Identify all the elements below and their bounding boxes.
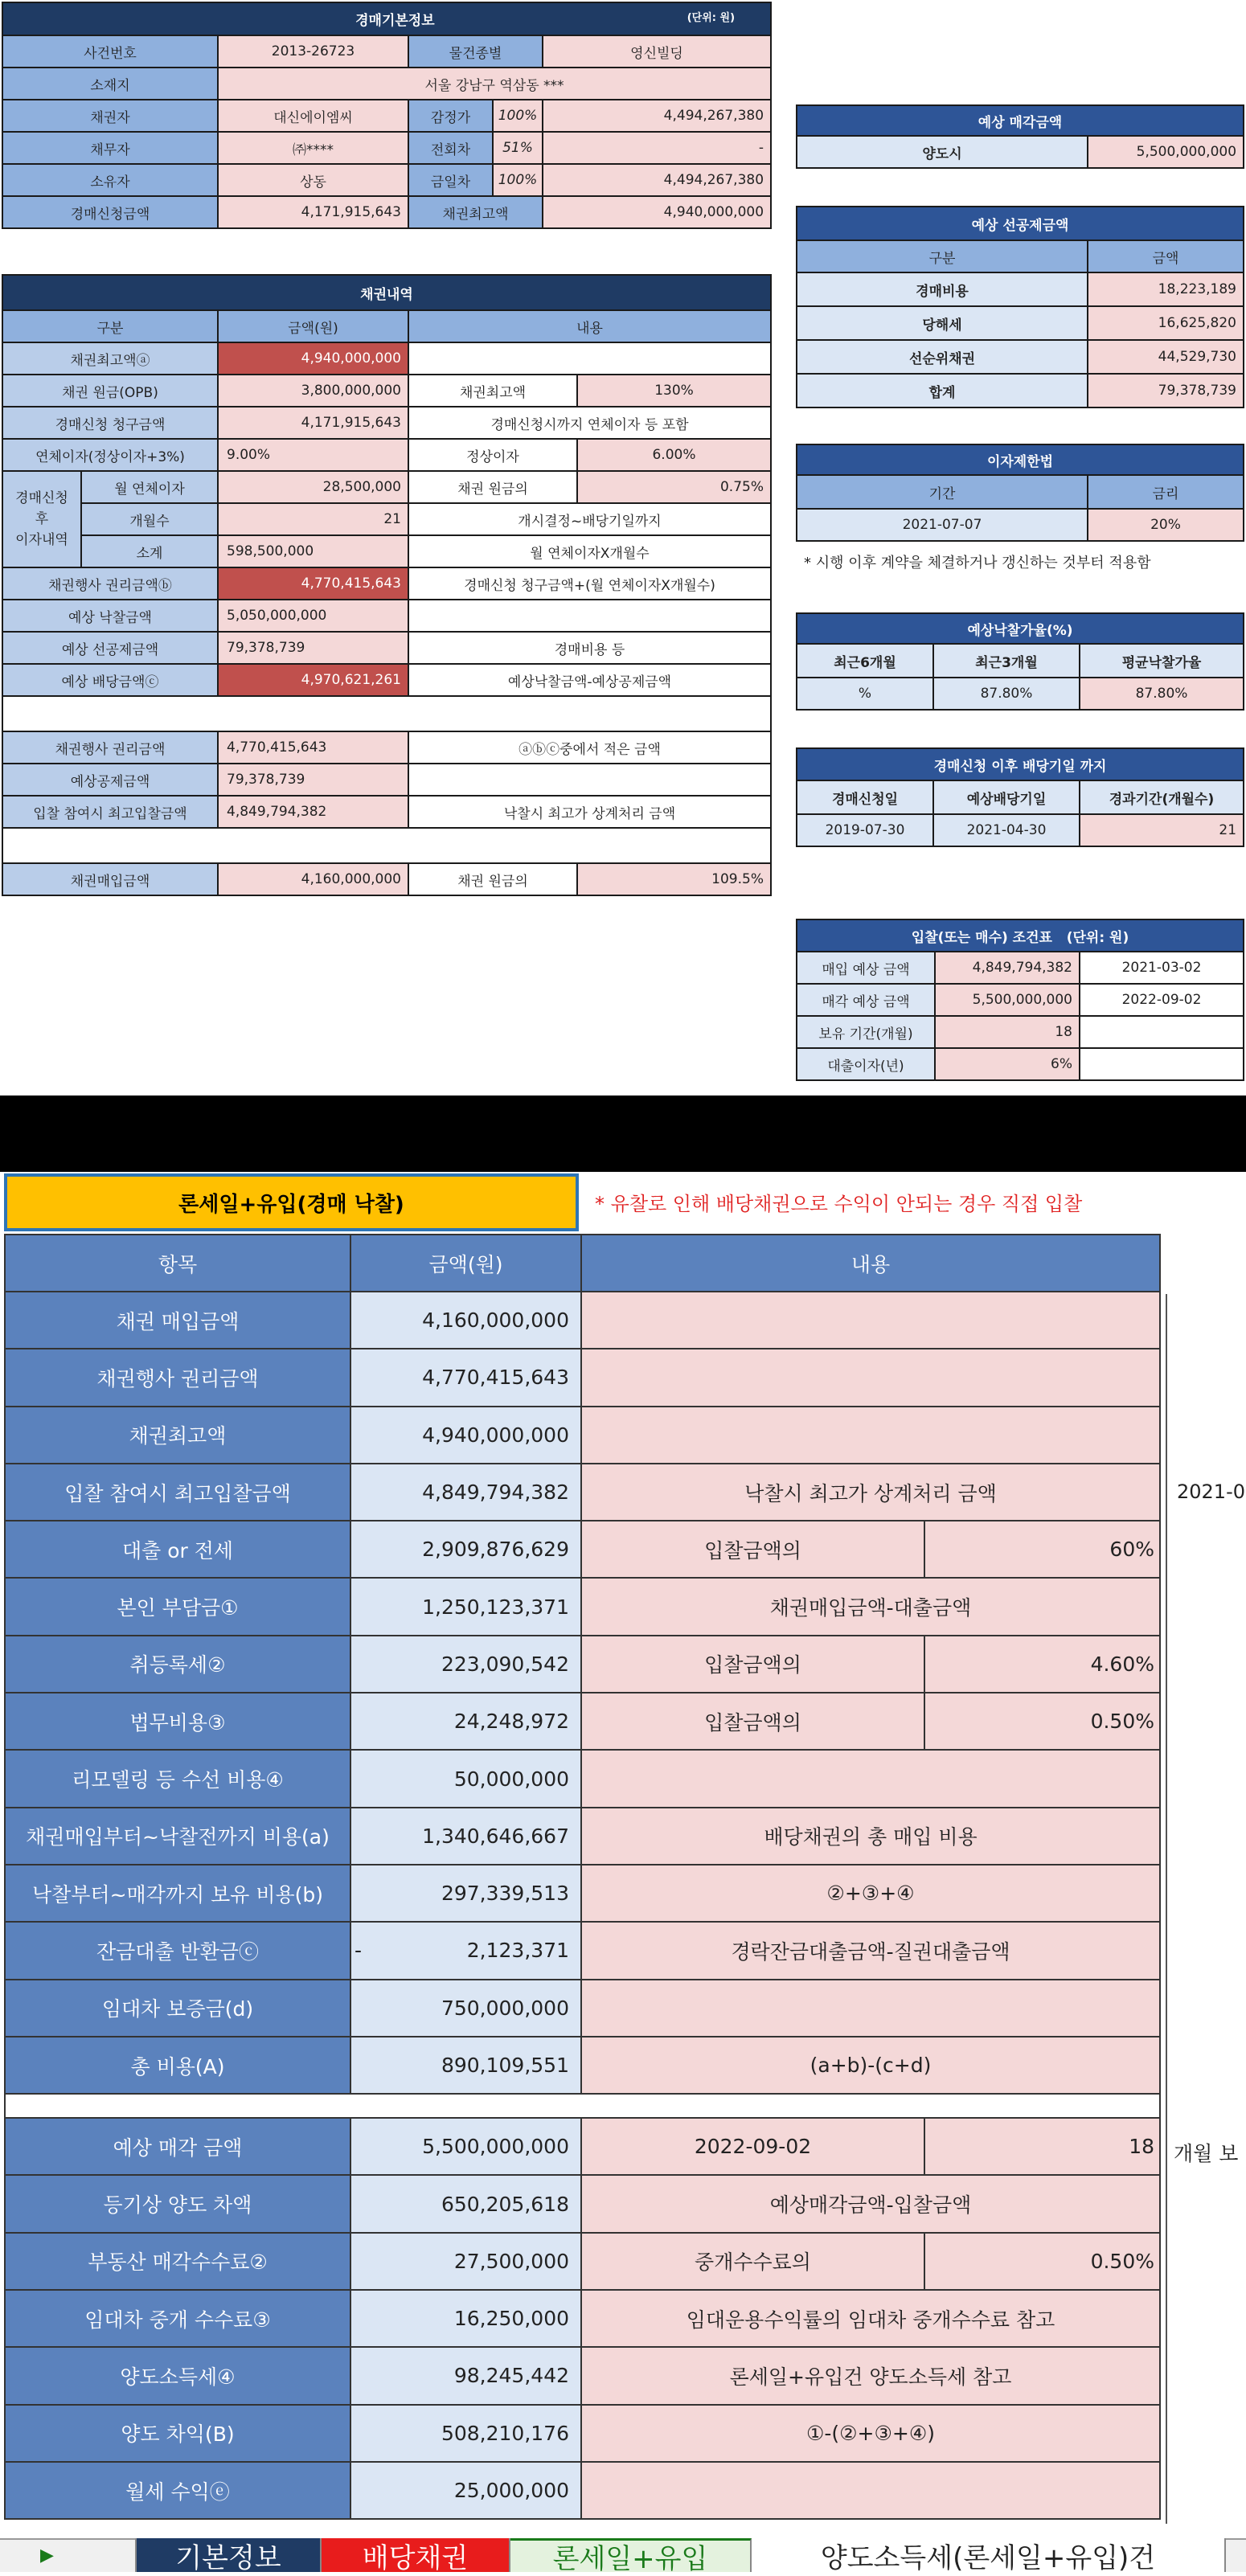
loan-row-amount[interactable] <box>350 2037 581 2094</box>
loan-row-label: 낙찰부터~매각까지 보유 비용(b) <box>5 1865 350 1922</box>
loan-row-label: 입찰 참여시 최고입찰금액 <box>5 1464 350 1521</box>
blank-row <box>5 2094 1160 2118</box>
dividend-label: 예상 배당금액ⓒ <box>2 664 218 696</box>
loan-row-amount[interactable] <box>350 2462 581 2519</box>
loan-row <box>5 2233 1160 2290</box>
loan-row-note: (a+b)-(c+d) <box>581 2037 1160 2094</box>
right-label: 채권행사 권리금액ⓑ <box>2 567 218 600</box>
condition-value[interactable]: 4,849,794,382 <box>935 952 1080 984</box>
amount-text: 5,500,000,000 <box>422 2135 569 2159</box>
current-pct[interactable]: 100% <box>493 164 543 196</box>
loan-row-note: 배당채권의 총 매입 비용 <box>581 1808 1160 1865</box>
condition-label: 매입 예상 금액 <box>797 952 935 984</box>
dividend-period-table <box>796 747 1244 847</box>
loan-row <box>5 2462 1160 2519</box>
loan-row <box>5 2405 1160 2462</box>
loan-row-amount[interactable] <box>350 1922 581 1979</box>
separator-band <box>0 1096 1246 1172</box>
loan-row-label: 법무비용③ <box>5 1693 350 1750</box>
bond-col1: 구분 <box>2 310 218 342</box>
loan-row <box>5 1464 1160 1521</box>
type-label: 물건종별 <box>408 35 543 68</box>
loan-row <box>5 2175 1160 2232</box>
loan-row-label: 임대차 보증금(d) <box>5 1980 350 2037</box>
deduction-row-value[interactable]: 18,223,189 <box>1088 272 1244 306</box>
r5-value[interactable]: 4,160,000,000 <box>218 863 408 895</box>
loan-row-amount[interactable] <box>350 2290 581 2347</box>
interest-limit-period[interactable]: 2021-07-07 <box>797 509 1088 541</box>
bond-row-amount[interactable]: 9.00% <box>218 439 408 471</box>
amount-text: 50,000,000 <box>453 1767 569 1791</box>
amount-text: 4,770,415,643 <box>422 1366 569 1390</box>
deduction-row-label: 경매비용 <box>797 272 1088 306</box>
loan-row-label: 예상 매각 금액 <box>5 2118 350 2175</box>
tab-basic-info[interactable]: 기본정보 <box>137 2538 322 2572</box>
sale-title: 예상 매각금액 <box>797 105 1244 136</box>
bottom-title[interactable]: 론세일+유입(경매 낙찰) <box>4 1173 579 1231</box>
amount-text: 650,205,618 <box>441 2192 569 2216</box>
loan-row-amount[interactable] <box>350 1578 581 1635</box>
dividend-period-col2: 예상배당기일 <box>933 780 1080 814</box>
loan-row-note: 경락잔금대출금액-질권대출금액 <box>581 1922 1160 1979</box>
condition-label: 대출이자(년) <box>797 1048 935 1080</box>
case-no-label: 사건번호 <box>2 35 218 68</box>
deduct-value[interactable]: 79,378,739 <box>218 632 408 664</box>
amount-text: 16,250,000 <box>453 2307 569 2331</box>
bond-row-extra[interactable]: 6.00% <box>577 439 771 471</box>
conditions-table <box>796 919 1244 1081</box>
bond-row-label: 채권최고액ⓐ <box>2 342 218 375</box>
subtotal-note: 월 연체이자X개월수 <box>408 535 771 567</box>
dividend-period-col1: 경매신청일 <box>797 780 933 814</box>
bond-row-note[interactable] <box>408 342 771 375</box>
condition-date[interactable] <box>1080 1016 1244 1048</box>
loan-row-label: 양도소득세④ <box>5 2347 350 2404</box>
amount-text: 25,000,000 <box>453 2479 569 2503</box>
deduction-row-label: 당해세 <box>797 306 1088 340</box>
interest-limit-col2: 금리 <box>1088 475 1244 509</box>
bid-value[interactable]: 5,050,000,000 <box>218 600 408 632</box>
claim-value[interactable]: 4,171,915,643 <box>218 196 408 228</box>
max-claim-label: 채권최고액 <box>408 196 543 228</box>
amount-text: 890,109,551 <box>441 2054 569 2077</box>
r5-pct[interactable]: 109.5% <box>577 863 771 895</box>
dividend-period-v1[interactable]: 2019-07-30 <box>797 814 933 846</box>
bond-row-note: 채권최고액 <box>408 375 577 407</box>
loan-row-note: 론세일+유입건 양도소득세 참고 <box>581 2347 1160 2404</box>
tab-scroll-right-icon[interactable]: ▶ <box>0 2538 137 2572</box>
loan-col3: 내용 <box>581 1235 1160 1292</box>
monthly-label: 월 연체이자 <box>81 471 218 503</box>
creditor-value[interactable]: 대신에이엠씨 <box>218 100 408 132</box>
bond-row-label: 채권 원금(OPB) <box>2 375 218 407</box>
loan-row <box>5 2037 1160 2094</box>
bond-col3: 내용 <box>408 310 771 342</box>
deduct-label: 예상 선공제금액 <box>2 632 218 664</box>
bond-row-label: 경매신청 청구금액 <box>2 407 218 439</box>
loan-row <box>5 1808 1160 1865</box>
dividend-period-v2[interactable]: 2021-04-30 <box>933 814 1080 846</box>
loan-row-note <box>581 1980 1160 2037</box>
loan-row-value[interactable]: 0.50% <box>924 1693 1160 1750</box>
condition-value[interactable]: 5,500,000,000 <box>935 984 1080 1016</box>
auction-info-title: 경매기본정보 (단위: 원) <box>2 2 771 35</box>
r5-label: 채권매입금액 <box>2 863 218 895</box>
blank-row <box>2 696 771 731</box>
loan-col2: 금액(원) <box>350 1235 581 1292</box>
loan-row-note: 임대운용수익률의 임대차 중개수수료 참고 <box>581 2290 1160 2347</box>
loan-row-value[interactable]: 4.60% <box>924 1636 1160 1693</box>
r4-note: 낙찰시 최고가 상계처리 금액 <box>408 796 771 828</box>
debtor-label: 채무자 <box>2 132 218 164</box>
r4-value[interactable]: 4,849,794,382 <box>218 796 408 828</box>
conditions-title: 입찰(또는 매수) 조건표 (단위: 원) <box>797 919 1244 952</box>
amount-text: 508,210,176 <box>441 2421 569 2445</box>
loan-row-value[interactable]: 18 <box>924 2118 1160 2175</box>
loan-row-label: 등기상 양도 차액 <box>5 2175 350 2232</box>
right-value[interactable]: 4,770,415,643 <box>218 567 408 600</box>
appraisal-label: 감정가 <box>408 100 493 132</box>
loan-row-note: 입찰금액의 <box>581 1636 924 1693</box>
owner-label: 소유자 <box>2 164 218 196</box>
blank-row <box>2 828 771 863</box>
months-label: 개월수 <box>81 503 218 535</box>
amount-text: 2,909,876,629 <box>422 1538 569 1562</box>
loan-row-amount[interactable] <box>350 1693 581 1750</box>
loan-row-label: 채권행사 권리금액 <box>5 1349 350 1406</box>
bid-rate-v2[interactable]: 87.80% <box>933 678 1080 710</box>
amount-text: 4,160,000,000 <box>422 1308 569 1333</box>
appraisal-value[interactable]: 4,494,267,380 <box>543 100 771 132</box>
loan-row-note: 낙찰시 최고가 상계처리 금액 <box>581 1464 1160 1521</box>
subtotal-label: 소계 <box>81 535 218 567</box>
loan-row-label: 대출 or 전세 <box>5 1521 350 1578</box>
bottom-note: * 유찰로 인해 배당채권으로 수익이 안되는 경우 직접 입찰 <box>595 1193 1083 1215</box>
bond-title: 채권내역 <box>2 275 771 310</box>
prev-label: 전회차 <box>408 132 493 164</box>
loan-row <box>5 1693 1160 1750</box>
loan-row-note: ①-(②+③+④) <box>581 2405 1160 2462</box>
loan-row-amount[interactable] <box>350 1865 581 1922</box>
bid-rate-col1: 최근6개월 <box>797 644 933 678</box>
loan-row-value[interactable]: 60% <box>924 1521 1160 1578</box>
loan-row-amount[interactable] <box>350 1636 581 1693</box>
amount-text: 24,248,972 <box>453 1710 569 1734</box>
loan-row-note <box>581 1407 1160 1464</box>
bid-note <box>408 600 771 632</box>
loan-row <box>5 1407 1160 1464</box>
bid-rate-col3: 평균낙찰가율 <box>1080 644 1244 678</box>
amount-text: 4,940,000,000 <box>422 1423 569 1447</box>
loan-row-note: 예상매각금액-입찰금액 <box>581 2175 1160 2232</box>
condition-label: 매각 예상 금액 <box>797 984 935 1016</box>
prev-pct[interactable]: 51% <box>493 132 543 164</box>
loan-row-label: 채권최고액 <box>5 1407 350 1464</box>
bid-label: 예상 낙찰금액 <box>2 600 218 632</box>
type-value[interactable]: 영신빌딩 <box>543 35 771 68</box>
r5-note: 채권 원금의 <box>408 863 577 895</box>
loan-row-amount[interactable] <box>350 1464 581 1521</box>
loan-row-note <box>581 1750 1160 1807</box>
amount-text: 27,500,000 <box>453 2249 569 2273</box>
deduction-title: 예상 선공제금액 <box>797 207 1244 240</box>
loan-row <box>5 1922 1160 1979</box>
amount-text: 750,000,000 <box>441 1996 569 2020</box>
deduction-row-value[interactable]: 16,625,820 <box>1088 306 1244 340</box>
bid-rate-table <box>796 612 1244 711</box>
loan-row-note <box>581 2462 1160 2519</box>
dividend-value[interactable]: 4,970,621,261 <box>218 664 408 696</box>
loan-row-amount[interactable] <box>350 1808 581 1865</box>
debtor-value[interactable]: ㈜**** <box>218 132 408 164</box>
deduction-col2: 금액 <box>1088 240 1244 272</box>
loan-row-label: 리모델링 등 수선 비용④ <box>5 1750 350 1807</box>
deduction-row-value[interactable]: 79,378,739 <box>1088 374 1244 407</box>
amount-text: 297,339,513 <box>441 1882 569 1906</box>
interest-group-label: 경매신청 후 이자내역 <box>2 471 81 567</box>
creditor-label: 채권자 <box>2 100 218 132</box>
r3-value[interactable]: 79,378,739 <box>218 764 408 796</box>
tab-dividend-bond[interactable]: 배당채권 <box>322 2538 510 2572</box>
loan-row-amount[interactable] <box>350 2118 581 2175</box>
loan-row <box>5 1521 1160 1578</box>
months-note: 개시결정~배당기일까지 <box>408 503 771 535</box>
loan-row-amount[interactable] <box>350 2233 581 2290</box>
loan-row-note: ②+③+④ <box>581 1865 1160 1922</box>
location-label: 소재지 <box>2 68 218 100</box>
monthly-value[interactable]: 28,500,000 <box>218 471 408 503</box>
dividend-note: 예상낙찰금액-예상공제금액 <box>408 664 771 696</box>
max-claim-value[interactable]: 4,940,000,000 <box>543 196 771 228</box>
loan-col1: 항목 <box>5 1235 350 1292</box>
bond-col2: 금액(원) <box>218 310 408 342</box>
loan-row-note: 2022-09-02 <box>581 2118 924 2175</box>
r2-label: 채권행사 권리금액 <box>2 731 218 764</box>
loan-row-label: 총 비용(A) <box>5 2037 350 2094</box>
owner-value[interactable]: 상동 <box>218 164 408 196</box>
interest-limit-table <box>796 444 1244 542</box>
loan-row-amount[interactable] <box>350 1980 581 2037</box>
loan-sale-table <box>4 1234 1161 2520</box>
side-clipped-date: 2021-0 <box>1177 1480 1246 1503</box>
column-divider <box>1166 1294 1167 2524</box>
interest-limit-rate[interactable]: 20% <box>1088 509 1244 541</box>
deduction-row-value[interactable]: 44,529,730 <box>1088 340 1244 374</box>
bond-row-note: 경매신청시까지 연체이자 등 포함 <box>408 407 771 439</box>
case-no[interactable]: 2013-26723 <box>218 35 408 68</box>
loan-row-amount[interactable] <box>350 1407 581 1464</box>
amount-text: 1,340,646,667 <box>422 1824 569 1848</box>
loan-row-amount[interactable] <box>350 1349 581 1406</box>
amount-text: 223,090,542 <box>441 1652 569 1676</box>
sale-table <box>796 104 1244 169</box>
deduction-row-label: 선순위채권 <box>797 340 1088 374</box>
loan-row <box>5 1349 1160 1406</box>
monthly-note: 채권 원금의 <box>408 471 577 503</box>
tab-transfer-tax[interactable]: 양도소득세(론세일+유입)건 <box>752 2538 1226 2572</box>
loan-row-label: 월세 수익ⓔ <box>5 2462 350 2519</box>
tab-loan-sale[interactable]: 론세일+유입 <box>510 2538 752 2572</box>
condition-label: 보유 기간(개월) <box>797 1016 935 1048</box>
dividend-period-title: 경매신청 이후 배당기일 까지 <box>797 748 1244 780</box>
loan-row-note: 입찰금액의 <box>581 1693 924 1750</box>
bond-row-amount[interactable]: 4,171,915,643 <box>218 407 408 439</box>
side-clipped-label: 개월 보 <box>1174 2142 1239 2165</box>
loan-row-value[interactable]: 0.50% <box>924 2233 1160 2290</box>
subtotal-value[interactable]: 598,500,000 <box>218 535 408 567</box>
deduction-row-label: 합계 <box>797 374 1088 407</box>
months-value[interactable]: 21 <box>218 503 408 535</box>
condition-date[interactable]: 2022-09-02 <box>1080 984 1244 1016</box>
monthly-pct[interactable]: 0.75% <box>577 471 771 503</box>
bond-row-amount[interactable]: 3,800,000,000 <box>218 375 408 407</box>
r2-note: ⓐⓑⓒ중에서 적은 금액 <box>408 731 771 764</box>
loan-row-amount[interactable] <box>350 2405 581 2462</box>
r3-note <box>408 764 771 796</box>
loan-row-note: 입찰금액의 <box>581 1521 924 1578</box>
amount-text: 2,123,371 <box>466 1939 569 1963</box>
loan-row-label: 부동산 매각수수료② <box>5 2233 350 2290</box>
bond-row-label: 연체이자(정상이자+3%) <box>2 439 218 471</box>
deduct-note: 경매비용 등 <box>408 632 771 664</box>
bond-row-note: 정상이자 <box>408 439 577 471</box>
loan-row-note <box>581 1292 1160 1349</box>
interest-limit-col1: 기간 <box>797 475 1088 509</box>
r4-label: 입찰 참여시 최고입찰금액 <box>2 796 218 828</box>
bond-table <box>2 274 772 896</box>
loan-row-label: 취등록세② <box>5 1636 350 1693</box>
amount-text: 1,250,123,371 <box>422 1595 569 1619</box>
bid-rate-title: 예상낙찰가율(%) <box>797 613 1244 644</box>
loan-row <box>5 2118 1160 2175</box>
loan-row-note: 중개수수료의 <box>581 2233 924 2290</box>
loan-row <box>5 2347 1160 2404</box>
r3-label: 예상공제금액 <box>2 764 218 796</box>
loan-row-amount[interactable] <box>350 2347 581 2404</box>
deduction-col1: 구분 <box>797 240 1088 272</box>
current-label: 금일차 <box>408 164 493 196</box>
loan-row-amount[interactable] <box>350 1521 581 1578</box>
loan-row-note <box>581 1349 1160 1406</box>
loan-row <box>5 1636 1160 1693</box>
condition-date[interactable]: 2021-03-02 <box>1080 952 1244 984</box>
bid-rate-v1[interactable]: % <box>797 678 933 710</box>
bond-row-amount[interactable]: 4,940,000,000 <box>218 342 408 375</box>
loan-row <box>5 1578 1160 1635</box>
claim-label: 경매신청금액 <box>2 196 218 228</box>
amount-text: 98,245,442 <box>453 2364 569 2388</box>
loan-row-label: 채권매입부터~낙찰전까지 비용(a) <box>5 1808 350 1865</box>
loan-row-amount[interactable] <box>350 1750 581 1807</box>
loan-row <box>5 2290 1160 2347</box>
condition-value[interactable]: 18 <box>935 1016 1080 1048</box>
loan-row <box>5 1750 1160 1807</box>
loan-row-label: 임대차 중개 수수료③ <box>5 2290 350 2347</box>
loan-row-note: 채권매입금액-대출금액 <box>581 1578 1160 1635</box>
condition-value[interactable]: 6% <box>935 1048 1080 1080</box>
sale-value[interactable]: 5,500,000,000 <box>1088 136 1244 168</box>
prev-value[interactable]: - <box>543 132 771 164</box>
right-note: 경매신청 청구금액+(월 연체이자X개월수) <box>408 567 771 600</box>
condition-date[interactable] <box>1080 1048 1244 1080</box>
amount-text: 4,849,794,382 <box>422 1480 569 1505</box>
bid-rate-v3[interactable]: 87.80% <box>1080 678 1244 710</box>
location-value[interactable]: 서울 강남구 역삼동 *** <box>218 68 771 100</box>
loan-row-label: 채권 매입금액 <box>5 1292 350 1349</box>
loan-row-amount[interactable] <box>350 1292 581 1349</box>
interest-limit-note: * 시행 이후 계약을 체결하거나 갱신하는 것부터 적용함 <box>804 555 1151 571</box>
loan-row <box>5 1980 1160 2037</box>
current-value[interactable]: 4,494,267,380 <box>543 164 771 196</box>
loan-row-label: 양도 차익(B) <box>5 2405 350 2462</box>
auction-info-table <box>2 2 772 229</box>
dividend-period-col3: 경과기간(개월수) <box>1080 780 1244 814</box>
loan-row-amount[interactable] <box>350 2175 581 2232</box>
deduction-table <box>796 206 1244 408</box>
dash-mark: - <box>355 1939 363 1963</box>
loan-row <box>5 1865 1160 1922</box>
loan-row-label: 잔금대출 반환금ⓒ <box>5 1922 350 1979</box>
bond-row-extra[interactable]: 130% <box>577 375 771 407</box>
dividend-period-v3[interactable]: 21 <box>1080 814 1244 846</box>
interest-limit-title: 이자제한법 <box>797 444 1244 475</box>
sale-label: 양도시 <box>797 136 1088 168</box>
r2-value[interactable]: 4,770,415,643 <box>218 731 408 764</box>
bid-rate-col2: 최근3개월 <box>933 644 1080 678</box>
appraisal-pct[interactable]: 100% <box>493 100 543 132</box>
loan-row <box>5 1292 1160 1349</box>
loan-row-label: 본인 부담금① <box>5 1578 350 1635</box>
